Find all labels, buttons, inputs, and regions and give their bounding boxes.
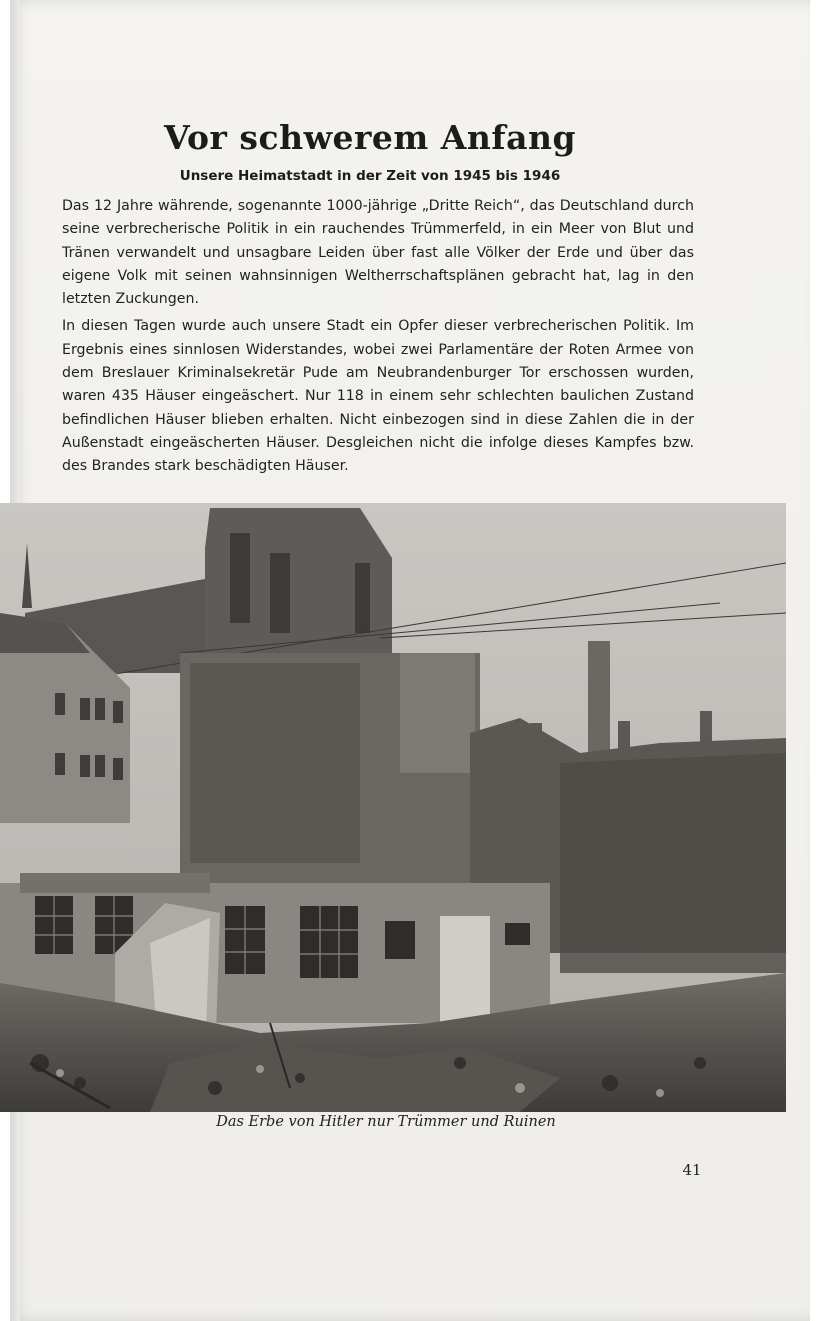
paragraph-1: Das 12 Jahre währende, sogenannte 1000-jährige „Dritte Reich“, das Deutschland durch seine verbrecherische Politik in ein rauchendes Trümmerfeld, in ein Meer von Blut und Tränen verwandelt und unsagbare Leiden über fast alle Völker der Erde und über das eigene Volk mit seinen wahnsinnigen Weltherrschaftsplänen gebracht hat, lag in den letzten Zuckungen.	[62, 198, 694, 308]
ruins-photo	[0, 503, 786, 1112]
photo-caption: Das Erbe von Hitler nur Trümmer und Ruinen	[216, 1114, 556, 1130]
paragraph-2: In diesen Tagen wurde auch unsere Stadt ein Opfer dieser verbrecherischen Politik. Im Ergebnis eines sinnlosen Widerstandes, wobei zwei Parlamentäre der Roten Armee von dem Breslauer Kriminalsekretär Pude am Neubrandenburger Tor erschossen wurden, waren 435 Häuser eingeäschert. Nur 118 in einem sehr schlechten baulichen Zustand befindlichen Häuser blieben erhalten. Nicht einbezogen sind in diese Zahlen die in der Außenstadt eingeäscherten Häuser. Desgleichen nicht die infolge dieses Kampfes bzw. des Brandes stark beschädigten Häuser.	[62, 318, 694, 475]
article-body	[62, 195, 694, 483]
page-number: 41	[682, 1161, 702, 1179]
article-subtitle: Unsere Heimatstadt in der Zeit von 1945 bis 1946	[179, 168, 561, 184]
article-title: Vor schwerem Anfang	[163, 118, 577, 157]
